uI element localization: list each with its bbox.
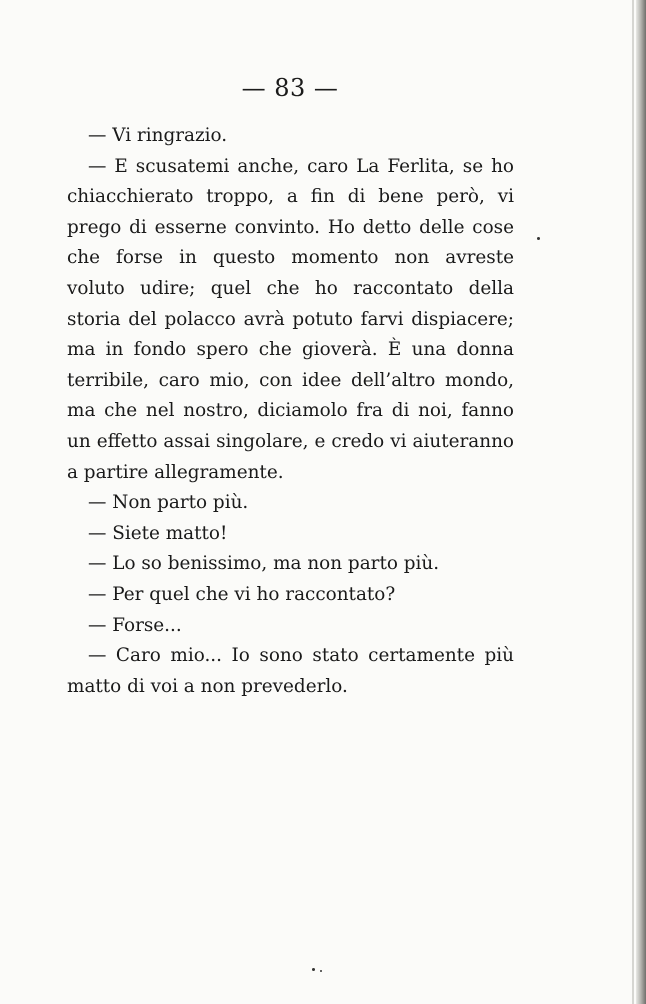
paragraph: — Forse... [88,614,182,636]
paragraph: — E scusatemi anche, caro La Ferlita, se ho chiacchierato troppo, a fin di bene però, vi prego di esserne convinto. Ho detto delle cose che forse in questo momento non avreste voluto udire; quel che ho raccontato della storia del polacco avrà potuto farvi dispiacere; ma in fondo spero che gioverà. È una donna terribile, caro mio, con idee dell’altro mondo, ma che nel nostro, diciamolo fra di noi, fanno un effetto assai singolare, e credo vi aiuteranno a partire allegramente. [67,155,514,483]
paragraph: — Vi ringrazio. [88,125,228,146]
page-edge [636,0,646,1004]
page-edge-shadow [632,0,634,1004]
paragraph: — Per quel che vi ho raccontato? [88,583,396,605]
print-speck [312,968,315,971]
paragraph: — Siete matto! [88,522,228,544]
page-number: — 83 — [241,74,339,102]
print-speck [320,970,322,972]
paragraph: — Lo so benissimo, ma non parto più. [88,553,440,575]
paragraph: — Non parto più. [88,492,249,514]
body-text [67,121,514,702]
print-speck [537,237,540,240]
paragraph: — Caro mio... Io sono stato certamente più matto di voi a non prevederlo. [67,645,514,697]
